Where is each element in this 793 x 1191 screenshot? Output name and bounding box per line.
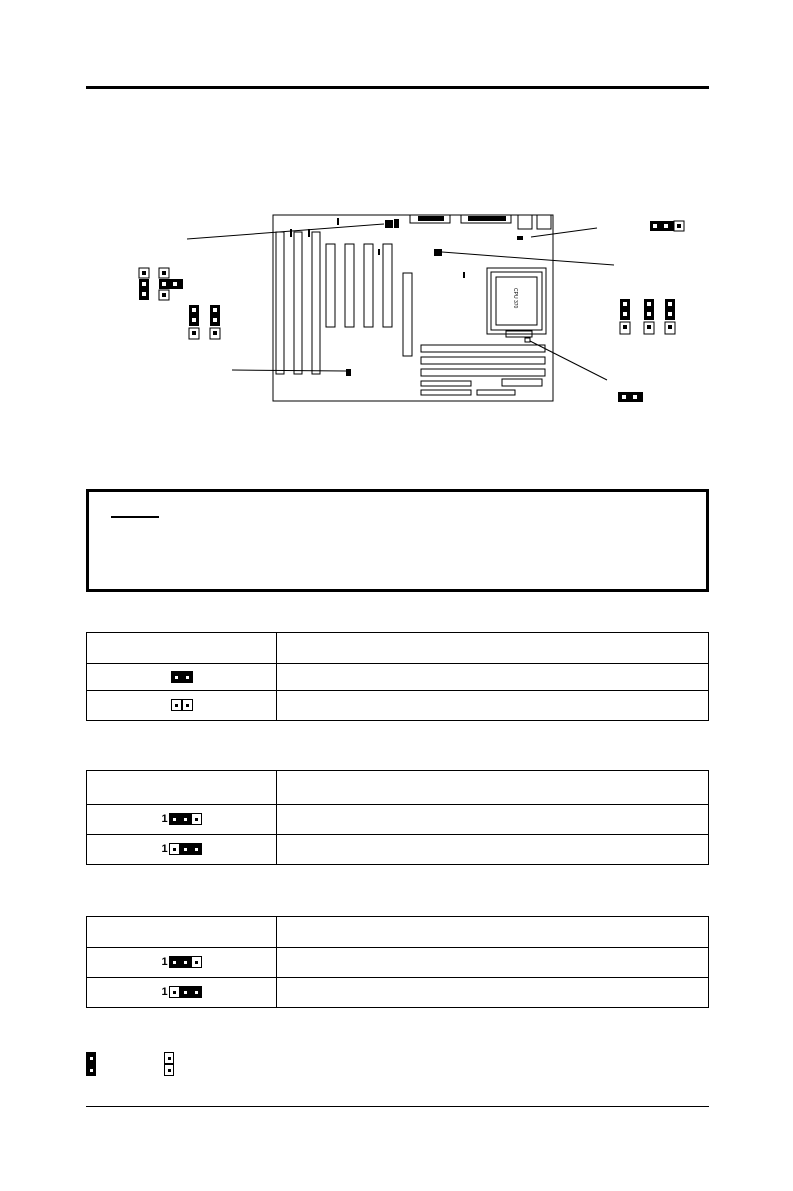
table-header-row [87, 633, 709, 664]
callout-lines [187, 224, 614, 380]
dimm-slots [421, 345, 545, 395]
header-rule [86, 86, 709, 89]
jumper-1-2-closed-icon: 1 [161, 813, 201, 825]
table-row [87, 948, 709, 978]
table-row [87, 691, 709, 721]
jumper-closed-legend-icon [86, 1052, 96, 1076]
setting-cell [277, 805, 709, 835]
setting-cell [277, 664, 709, 691]
jumper-cell [87, 691, 277, 721]
jumper-1-2-closed-icon: 1 [161, 956, 201, 968]
jumper-cell [87, 835, 277, 865]
jumper-cell [87, 978, 277, 1008]
jumper-cell [87, 948, 277, 978]
table-header-jumper [87, 633, 277, 664]
setting-cell [277, 948, 709, 978]
jumper-open-legend-icon [164, 1052, 174, 1076]
setting-cell [277, 978, 709, 1008]
table-header-jumper [87, 771, 277, 805]
table-header-row [87, 917, 709, 948]
board-outline [273, 215, 553, 401]
table-row [87, 805, 709, 835]
table-row [87, 835, 709, 865]
jumper-2-3-closed-icon: 1 [161, 843, 201, 855]
table-header-jumper [87, 917, 277, 948]
table-header-function [277, 771, 709, 805]
jumper-open-icon [171, 699, 193, 711]
jumper-2-3-closed-icon: 1 [161, 986, 201, 998]
jumper-marker [525, 338, 530, 342]
slot-brackets [290, 218, 465, 278]
right-jumper-cluster [620, 299, 675, 334]
footer-rule [86, 1106, 709, 1107]
pci-isa-slots [276, 232, 412, 374]
table-header-function [277, 917, 709, 948]
setting-cell [277, 691, 709, 721]
jumper-table-2 [86, 770, 709, 865]
cpu-label: CPU 370 [512, 288, 518, 309]
table-header-row [87, 771, 709, 805]
jumper-cell [87, 664, 277, 691]
left-jumper-cluster-b [189, 305, 220, 339]
jumper-table-3 [86, 916, 709, 1008]
setting-cell [277, 835, 709, 865]
jumper-cell [87, 805, 277, 835]
motherboard-layout-diagram [0, 190, 793, 420]
table-header-function [277, 633, 709, 664]
note-box [86, 489, 709, 592]
left-jumper-cluster-a [139, 268, 183, 300]
jumper-table-1 [86, 632, 709, 721]
jumper-closed-icon [171, 671, 193, 683]
jumper-legend [86, 1052, 286, 1080]
note-label [111, 502, 159, 518]
table-row [87, 978, 709, 1008]
table-row [87, 664, 709, 691]
right-jumper-top [650, 221, 684, 231]
right-jumper-bottom [618, 392, 643, 402]
